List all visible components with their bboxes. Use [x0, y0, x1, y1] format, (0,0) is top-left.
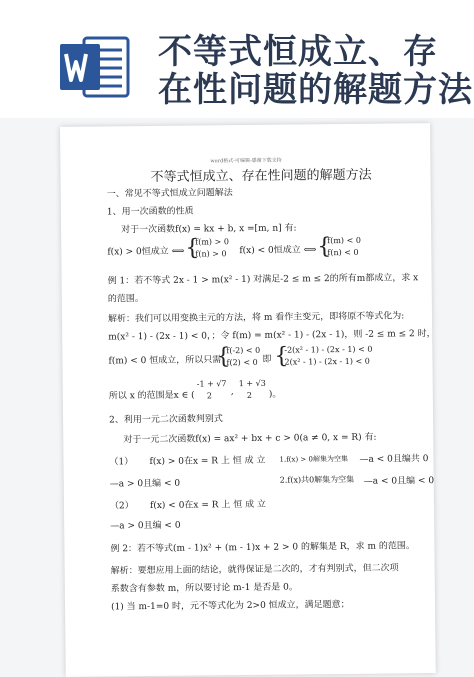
section-heading: 一、常见不等式恒成立问题解法 — [106, 188, 233, 200]
brace-glyph: { — [317, 234, 332, 260]
banner-title-line2: 在性问题的解题方法 — [158, 70, 473, 110]
word-icon — [58, 32, 132, 102]
doc-line: —a > 0且编 < 0 — [109, 478, 181, 490]
example-2: 例 2：若不等式(m - 1)x² + (m - 1)x + 2 > 0 的解集是 R，求 m 的范围。 — [110, 541, 415, 555]
header-banner — [0, 0, 474, 118]
fraction-denominator: 2 — [206, 391, 212, 401]
doc-line: 所以 x 的范围是x ∈ ( — [108, 390, 195, 402]
doc-line: 对于一次函数f(x) = kx + b, x =[m, n] 有: — [121, 223, 297, 236]
solution-2: 解析：要想应用上面的结论，就得保证是二次的，才有判别式，但二次项 — [110, 563, 399, 577]
doc-line: 2.f(x)共0解集为空集 — [279, 474, 355, 485]
doc-line: f(x) > 0在x = R 上 恒 成 立 — [149, 455, 266, 468]
subsection-heading: 2、利用一元二次函数判别式 — [109, 414, 223, 426]
subsection-heading: 1、用一次函数的性质 — [106, 206, 194, 218]
doc-line: f(x) < 0恒成立 ⟺ — [239, 245, 317, 257]
brace-glyph: { — [185, 235, 200, 261]
doc-line: f(n) < 0 — [327, 247, 359, 258]
doc-line: f(-2) < 0 — [226, 345, 261, 356]
doc-line: （2） — [109, 501, 134, 512]
doc-line: f(m) < 0 — [327, 235, 361, 246]
fraction-numerator: -1 + √7 — [196, 379, 227, 389]
doc-line: f(x) > 0恒成立 ⟺ — [107, 246, 185, 258]
doc-line: （1） — [109, 457, 134, 468]
doc-line: 2(x² - 1) - (2x - 1) < 0 — [284, 356, 370, 367]
banner-title-line1: 不等式恒成立、存 — [158, 32, 438, 72]
solution-1: 解析：我们可以用变换主元的方法，将 m 看作主变元，即将原不等式化为: — [107, 311, 405, 325]
doc-line: m(x² - 1) - (2x - 1) < 0，；令 f(m) = m(x² - 1) - (2x - 1)，则 -2 ≤ m ≤ 2 时， — [108, 329, 436, 343]
doc-line: f(m) < 0 恒成立，所以只需 — [108, 355, 222, 367]
doc-line: f(n) > 0 — [195, 249, 227, 259]
doc-line: f(m) > 0 — [195, 237, 229, 247]
doc-line: 1.f(x) > 0解集为空集 — [279, 454, 348, 464]
doc-line: 对于一元二次函数f(x) = ax² + bx + c > 0(a ≠ 0, x = R) 有: — [123, 432, 377, 446]
doc-line: )。 — [268, 389, 282, 400]
doc-title: 不等式恒成立、存在性问题的解题方法 — [150, 167, 372, 185]
doc-line: f(x) < 0在x = R 上 恒 成 立 — [149, 499, 267, 512]
brace-glyph: { — [274, 343, 289, 369]
doc-line: —a > 0且编 < 0 — [110, 520, 181, 532]
fraction-denominator: 2 — [246, 390, 252, 400]
doc-watermark: word格式-可编辑-感谢下载支持 — [210, 157, 282, 165]
doc-line: f(2) < 0 — [226, 357, 258, 368]
brace-glyph: { — [216, 344, 231, 370]
doc-line: —a < 0且编共 0 — [359, 454, 429, 465]
doc-line: (1) 当 m-1=0 时，元不等式化为 2>0 恒成立，满足题意； — [110, 599, 350, 613]
fraction-numerator: 1 + √3 — [238, 378, 266, 389]
doc-line: , — [230, 387, 234, 398]
doc-line: -2(x² - 1) - (2x - 1) < 0 — [284, 344, 373, 355]
example-1: 例 1：若不等式 2x - 1 > m(x² - 1) 对满足-2 ≤ m ≤ 2的所有m都成立，求 x — [107, 273, 419, 287]
doc-line: 即 — [262, 354, 272, 365]
document-page — [60, 123, 436, 677]
doc-line: 系数含有参数 m，所以要讨论 m-1 是否是 0。 — [110, 582, 298, 595]
doc-line: 的范围。 — [107, 294, 144, 305]
doc-line: —a < 0且编 < 0 — [363, 476, 435, 487]
